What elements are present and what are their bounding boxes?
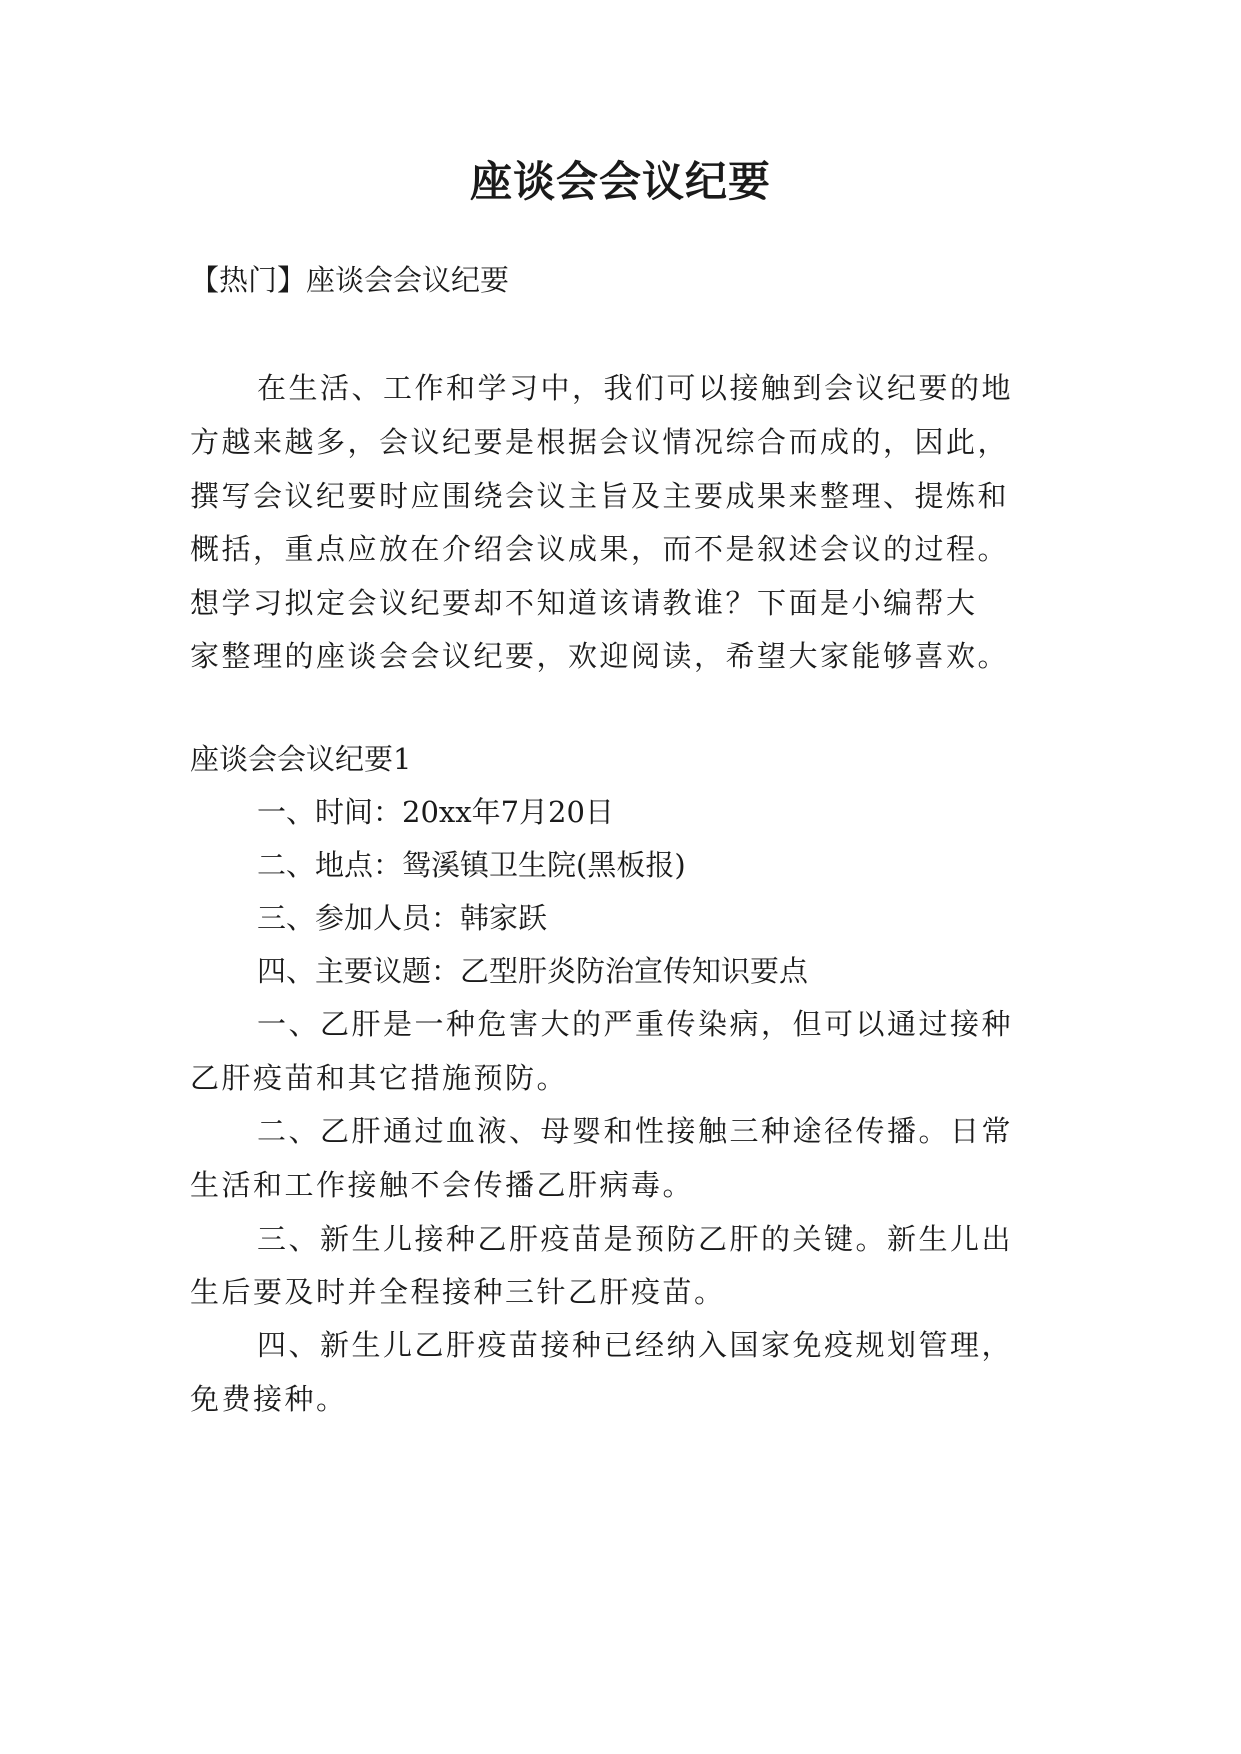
meta-participants: 三、参加人员：韩家跃 [257, 901, 548, 935]
point-line: 生活和工作接触不会传播乙肝病毒。 [190, 1168, 695, 1202]
meta-topic: 四、主要议题：乙型肝炎防治宣传知识要点 [257, 954, 809, 988]
meta-place: 二、地点：鸳溪镇卫生院(黑板报) [257, 848, 686, 882]
point-line: 二、乙肝通过血液、母婴和性接触三种途径传播。日常 [257, 1114, 1014, 1148]
point-line: 生后要及时并全程接种三针乙肝疫苗。 [190, 1275, 726, 1309]
intro-line: 想学习拟定会议纪要却不知道该请教谁？下面是小编帮大 [190, 586, 978, 620]
point-line: 乙肝疫苗和其它措施预防。 [190, 1061, 569, 1095]
intro-line: 在生活、工作和学习中，我们可以接触到会议纪要的地 [257, 371, 1014, 405]
document-title: 座谈会会议纪要 [469, 157, 771, 206]
intro-line: 概括，重点应放在介绍会议成果，而不是叙述会议的过程。 [190, 532, 1010, 566]
section-heading: 座谈会会议纪要1 [190, 742, 412, 776]
point-line: 免费接种。 [190, 1382, 348, 1416]
point-line: 三、新生儿接种乙肝疫苗是预防乙肝的关键。新生儿出 [257, 1222, 1014, 1256]
meta-time: 一、时间：20xx年7月20日 [257, 795, 614, 829]
intro-line: 撰写会议纪要时应围绕会议主旨及主要成果来整理、提炼和 [190, 479, 1010, 513]
document-subtitle: 【热门】座谈会会议纪要 [190, 263, 510, 297]
intro-line: 家整理的座谈会会议纪要，欢迎阅读，希望大家能够喜欢。 [190, 639, 1010, 673]
point-line: 一、乙肝是一种危害大的严重传染病，但可以通过接种 [257, 1007, 1014, 1041]
point-line: 四、新生儿乙肝疫苗接种已经纳入国家免疫规划管理， [257, 1328, 1014, 1362]
intro-line: 方越来越多，会议纪要是根据会议情况综合而成的，因此， [190, 425, 1010, 459]
